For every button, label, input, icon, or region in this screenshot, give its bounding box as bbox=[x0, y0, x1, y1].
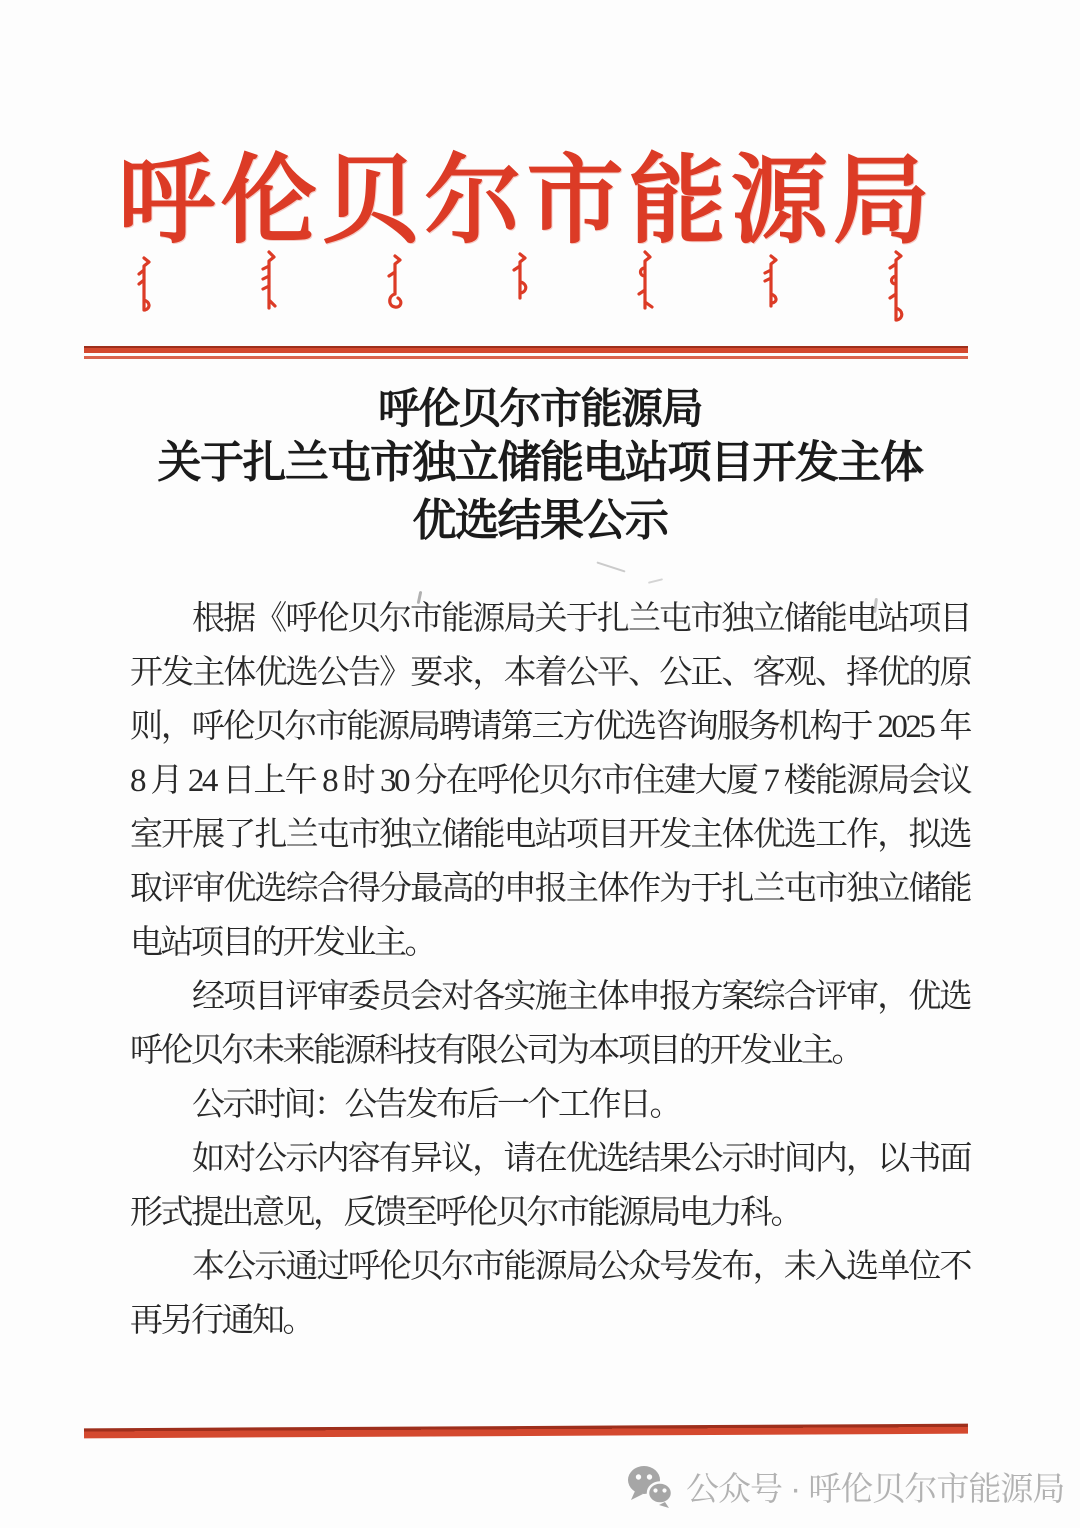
footer-rule bbox=[84, 1424, 968, 1439]
watermark-text: 公众号 · 呼伦贝尔市能源局 bbox=[686, 1469, 1065, 1507]
body-paragraph: 如对公示内容有异议，请在优选结果公示时间内，以书面形式提出意见，反馈至呼伦贝尔市能源局电力科。 bbox=[130, 1141, 970, 1231]
agency-title-char: 市 bbox=[526, 148, 624, 255]
body-paragraph: 根据《呼伦贝尔市能源局关于扎兰屯市独立储能电站项目开发主体优选公告》要求，本着公平、公正、客观、择优的原则，呼伦贝尔市能源局聘请第三方优选咨询服务机构于 2025 年 8 月 24 日上午 8 时 30 分在呼伦贝尔市住建大厦 7 楼能源局会议室开展了扎兰屯市独立储能电站项目开发主体优选工作，拟选取评审优选综合得分最高的申报主体作为于扎兰屯市独立储能电站项目的开发业主。 bbox=[130, 601, 970, 961]
document-body bbox=[130, 592, 970, 1348]
body-paragraph: 经项目评审委员会对各实施主体申报方案综合评审，优选呼伦贝尔未来能源科技有限公司为本项目的开发业主。 bbox=[130, 979, 970, 1069]
scan-artifact bbox=[596, 561, 625, 572]
mongolian-glyph-icon bbox=[886, 250, 906, 326]
doc-title-line-2: 关于扎兰屯市独立储能电站项目开发主体 bbox=[157, 438, 923, 487]
doc-title-line-1: 呼伦贝尔市能源局 bbox=[377, 387, 702, 433]
wechat-icon bbox=[626, 1463, 674, 1509]
footer-rule-band bbox=[84, 1424, 968, 1439]
mongolian-glyph-icon bbox=[635, 250, 655, 314]
mongolian-glyph-icon bbox=[761, 254, 781, 312]
header-rule-thin-line bbox=[84, 356, 968, 359]
mongolian-glyph-icon bbox=[385, 254, 405, 314]
wechat-watermark bbox=[626, 1460, 1064, 1512]
agency-title-char: 源 bbox=[730, 148, 828, 255]
header-rule-band bbox=[84, 346, 968, 353]
mongolian-glyph-icon bbox=[510, 252, 530, 304]
mongolian-glyph-icon bbox=[134, 256, 154, 318]
doc-title-line-3: 优选结果公示 bbox=[412, 496, 668, 545]
agency-title-char: 呼 bbox=[118, 148, 215, 255]
agency-title-char: 能 bbox=[628, 148, 726, 255]
agency-title bbox=[118, 150, 930, 260]
agency-title-char: 贝 bbox=[322, 148, 420, 255]
header-rule bbox=[84, 346, 968, 359]
mongolian-glyph-icon bbox=[259, 250, 279, 314]
scan-artifact bbox=[648, 578, 663, 584]
mongolian-script bbox=[134, 250, 906, 328]
agency-title-char: 尔 bbox=[424, 148, 522, 255]
body-paragraph: 公示时间：公告发布后一个工作日。 bbox=[192, 1087, 680, 1123]
agency-title-char: 局 bbox=[832, 148, 930, 255]
agency-title-char: 伦 bbox=[220, 148, 318, 255]
body-paragraph: 本公示通过呼伦贝尔市能源局公众号发布，未入选单位不再另行通知。 bbox=[130, 1249, 970, 1339]
